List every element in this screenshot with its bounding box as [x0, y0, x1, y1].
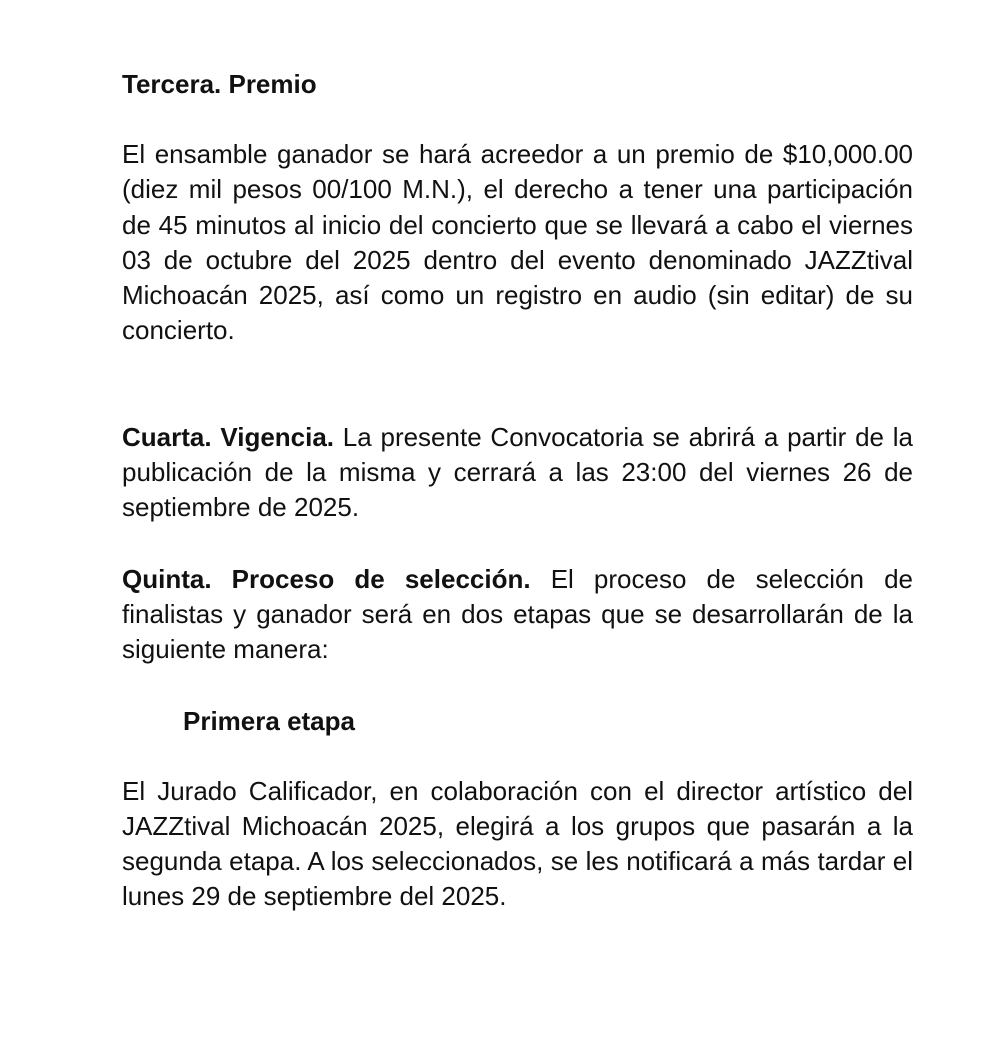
- section-quinta: [122, 562, 913, 668]
- section-lead-cuarta: Cuarta. Vigencia.: [122, 421, 335, 452]
- section-title-tercera: Tercera. Premio: [122, 69, 317, 99]
- section-cuarta: [122, 420, 913, 526]
- subsection-title-primera-etapa: Primera etapa: [183, 705, 355, 736]
- document-page: [122, 66, 913, 915]
- section-body-tercera: El ensamble ganador se hará acreedor a un premio de $10,000.00 (diez mil pesos 00/100 M.N.), el derecho a tener una participación de 45 minutos al inicio del concierto que se llevará a cabo el viernes 03 de octubre del 2025 dentro del evento denominado JAZZtival Michoacán 2025, así como un registro en audio (sin editar) de su concierto.: [122, 139, 913, 346]
- subsection-body-primera-etapa: El Jurado Calificador, en colaboración con el director artístico del JAZZtival Michoacán 2025, elegirá a los grupos que pasarán a la segunda etapa. A los seleccionados, se les notificará a más tardar el lunes 29 de septiembre del 2025.: [122, 775, 913, 912]
- section-body-cuarta: La presente Convocatoria se abrirá a partir de la publicación de la misma y cerrará a las 23:00 del viernes 26 de septiembre de 2025.: [122, 421, 913, 523]
- section-lead-quinta: Quinta. Proceso de selección.: [122, 563, 531, 594]
- section-body-quinta: El proceso de selección de finalistas y ganador será en dos etapas que se desarrollarán de la siguiente manera:: [122, 563, 913, 665]
